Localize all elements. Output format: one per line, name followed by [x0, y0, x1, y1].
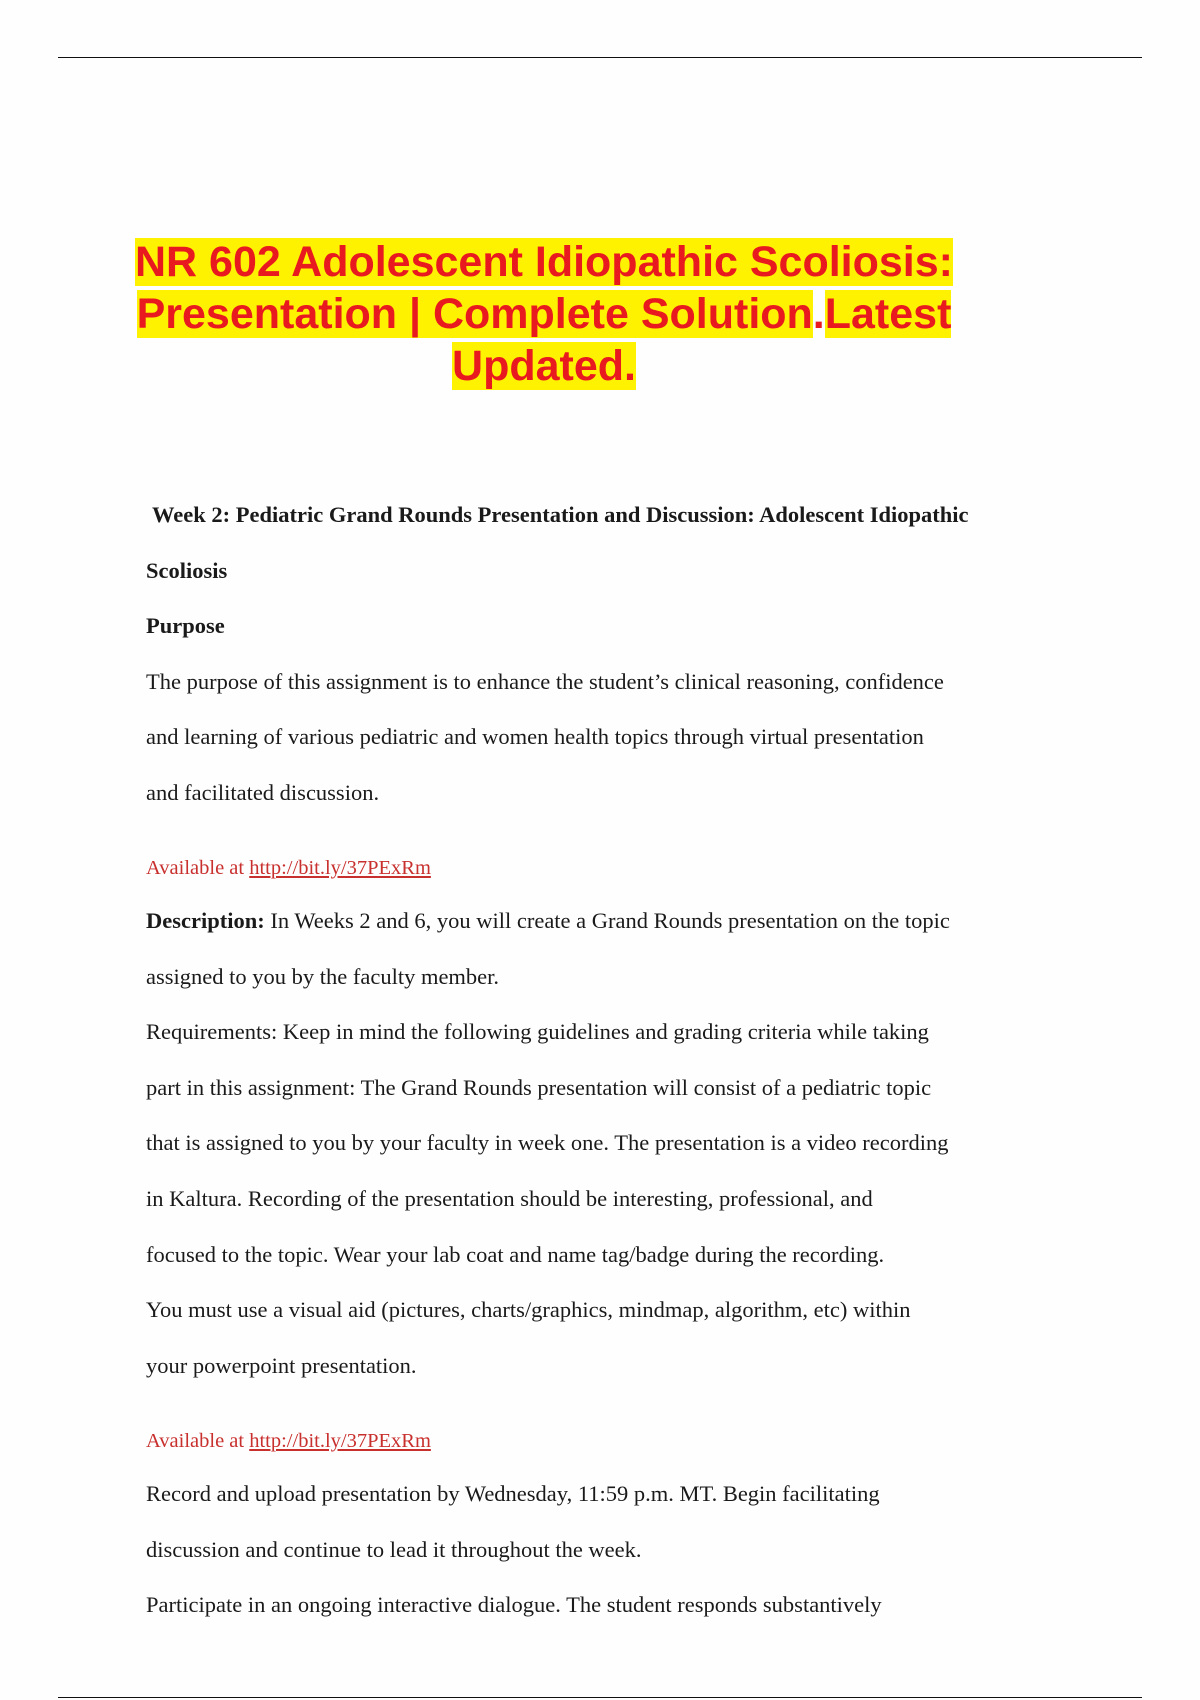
section-heading-line-2: Scoliosis [146, 558, 228, 583]
top-rule [58, 57, 1142, 58]
title-line-2a: Presentation | Complete Solution [136, 290, 813, 338]
description-label: Description: [146, 908, 265, 933]
title-line-3: Updated. [452, 342, 636, 390]
available-at-1 [146, 857, 431, 880]
purpose-line-3: and facilitated discussion. [146, 780, 380, 805]
requirements-line-2: part in this assignment: The Grand Rounds presentation will consist of a pediatric topic [146, 1075, 932, 1100]
requirements-line-7: your powerpoint presentation. [146, 1353, 417, 1378]
available-prefix-1: Available at [146, 857, 250, 879]
requirements-line-6: You must use a visual aid (pictures, charts/graphics, mindmap, algorithm, etc) within [146, 1297, 911, 1322]
available-link-1[interactable]: http://bit.ly/37PExRm [249, 857, 431, 879]
description-line-2: assigned to you by the faculty member. [146, 964, 500, 989]
available-link-2[interactable]: http://bit.ly/37PExRm [249, 1430, 431, 1452]
purpose-line-2: and learning of various pediatric and women health topics through virtual presentation [146, 724, 924, 749]
requirements-line-5: focused to the topic. Wear your lab coat and name tag/badge during the recording. [146, 1242, 885, 1267]
title-line-2c: Latest [824, 290, 952, 338]
record-line-1: Record and upload presentation by Wednesday, 11:59 p.m. MT. Begin facilitating [146, 1481, 880, 1506]
description-line-1 [146, 908, 950, 934]
record-line-3: Participate in an ongoing interactive dialogue. The student responds substantively [146, 1592, 882, 1617]
requirements-line-1: Requirements: Keep in mind the following guidelines and grading criteria while taking [146, 1019, 929, 1044]
purpose-heading: Purpose [146, 613, 225, 638]
title-line-2b: . [812, 290, 825, 338]
purpose-line-1: The purpose of this assignment is to enhance the student’s clinical reasoning, confidence [146, 669, 944, 694]
requirements-line-4: in Kaltura. Recording of the presentation should be interesting, professional, and [146, 1186, 873, 1211]
section-heading-line-1: Week 2: Pediatric Grand Rounds Presentation and Discussion: Adolescent Idiopathic [152, 502, 969, 527]
requirements-line-3: that is assigned to you by your faculty in week one. The presentation is a video recording [146, 1130, 949, 1155]
record-line-2: discussion and continue to lead it throughout the week. [146, 1537, 642, 1562]
available-at-2 [146, 1430, 431, 1453]
document-title [0, 236, 1088, 392]
available-prefix-2: Available at [146, 1430, 250, 1452]
bottom-rule [58, 1697, 1142, 1698]
title-line-1: NR 602 Adolescent Idiopathic Scoliosis: [135, 238, 953, 286]
description-text: In Weeks 2 and 6, you will create a Grand Rounds presentation on the topic [264, 908, 950, 933]
